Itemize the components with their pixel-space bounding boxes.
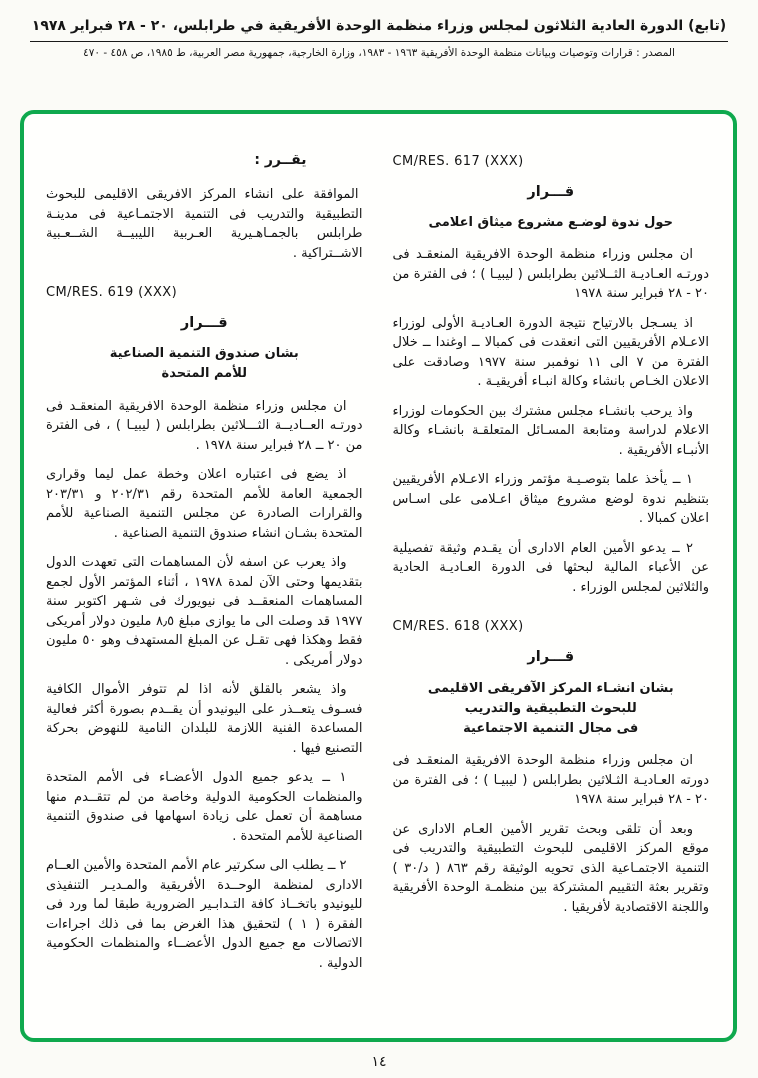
two-column-layout xyxy=(46,144,709,1024)
resolution-619-paragraph-2: اذ يضع فى اعتباره اعلان وخطة عمل ليما وقرارى الجمعية العامة للأمم المتحدة رقم ٢٠٢/٣١ و ٢٠٣/٣١ والقرارات الصادرة عن مجلس التنمية الصناعية للأمم المتحدة بشـان انشاء صندوق التنمية الصناعية . xyxy=(46,467,363,541)
resolution-618-paragraph-1: ان مجلس وزراء منظمة الوحدة الافريقية المنعقـد فى دورته العـاديـة الثـلاثين بطرابلس ( ليبيـا ) ؛ فى الفترة من ٢٠ - ٢٨ فبراير سنة ١٩٧٨ xyxy=(392,753,709,808)
resolution-618-subject-line-3: فى مجال التنمية الاجتماعية xyxy=(463,720,639,736)
page-header xyxy=(0,0,758,59)
resolution-618-decision: الموافقة على انشاء المركز الافريقى الاقليمى للبحوث التطبيقية والتدريب فى التنمية الاجتمـاعية فى مدينـة طرابلس بالجمـاهـيرية العـربية الليبيــة الشــعـبية الاشــتراكية . xyxy=(46,187,363,261)
resolution-619-heading: قـــرار xyxy=(180,314,228,331)
resolution-617-paragraph-2: اذ يسـجل بالارتياح نتيجة الدورة العـاديـة الأولى لوزراء الاعـلام الأفريقيين التى انعقدت فى كمبالا ــ اوغندا ــ خلال الفترة من ٧ الى ١١ نوفمبر سنة ١٩٧٧ وصادقت على الاعلان الخـاص بانشاء وكالة انبـاء أفريقيـة . xyxy=(392,315,709,390)
resolution-617-subject: حول ندوة لوضـع مشروع ميثاق اعلامى xyxy=(428,215,673,231)
resolution-619-paragraph-4: واذ يشعر بالقلق لأنه اذا لم تتوفر الأموال الكافية فسـوف يتعــذر على اليونيدو أن يقــدم بصورة أكثر فعالية المساعدة الفنية اللازمة للبلدان النامية للنهوض بحركة التصنيع فيها . xyxy=(46,682,363,756)
resolution-619-subject xyxy=(46,344,363,384)
resolution-617-paragraph-1: ان مجلس وزراء منظمة الوحدة الافريقية المنعقـد فى دورتـه العـاديـة الثــلاثين بطرابلس ( ليبيـا ) ؛ فى الفترة من ٢٠ - ٢٨ فبراير سنة ١٩٧٨ xyxy=(392,247,709,302)
resolution-619-subject-line-1: بشان صندوق التنمية الصناعية xyxy=(109,346,299,362)
resolution-618-subject xyxy=(393,679,710,739)
resolution-617-paragraph-3: واذ يرحب بانشـاء مجلس مشترك بين الحكومات لوزراء الاعلام لدراسة ومتابعة المسـائل المتعلقـة بانشـاء وكالة الأنبـاء الأفريقية . xyxy=(392,403,709,458)
resolution-619-item-1: ١ ــ يدعو جميع الدول الأعضـاء فى الأمم المتحدة والمنظمات الحكومية الدولية وخاصة من لم تتقــدم منها مساهمة أن تعمل على زيادة اسهامها فى صندوق التنمية الصناعية للأمم المتحدة . xyxy=(46,770,363,844)
resolution-617-ref: CM/RES. 617 (XXX) xyxy=(392,154,524,169)
resolution-618-paragraph-2: وبعد أن تلقى وبحث تقرير الأمين العـام الادارى عن موقع المركز الاقليمى للبحوث التطبيقية والتدريب فى التنمية الاجتمـاعية الذى تحويه الوثيقة رقم ٨٦٣ ( د/٣٠ ) وتقرير بعثة التقييم المشتركة بين منظمـة الوحدة الأفريقية واللجنة الاقتصادية لأفريقيا . xyxy=(392,821,709,915)
resolution-617-item-2: ٢ ــ يدعو الأمين العام الادارى أن يقـدم وثيقة تفصيلية عن الأعباء المالية لبحثها فى الدورة العـاديـة الحادية والثلاثين لمجلس الوزراء . xyxy=(392,540,709,595)
column-left xyxy=(46,144,363,1024)
green-document-frame xyxy=(20,110,737,1042)
resolution-619-subject-line-2: للأمم المتحدة xyxy=(161,366,247,382)
page-footer xyxy=(0,1054,758,1070)
resolution-618-ref: CM/RES. 618 (XXX) xyxy=(392,619,524,635)
resolution-619-paragraph-3: واذ يعرب عن اسفه لأن المساهمات التى تعهدت الدول بتقديمها وحتى الآن لمدة ١٩٧٨ ، أثناء المؤتمر الأول لجمع المساهمات المنعقــد فى نيويورك فى شـهر اكتوبر سنة ١٩٧٧ قد وصلت الى ما يوازى مبلغ ٨٫٥ مليون دولار أمريكى فقط وهكذا فهى تقـل عن المبلغ المستهدف وهو ٥٠ مليون دولار أمريكى . xyxy=(46,555,363,668)
page-number: ١٤ xyxy=(371,1054,387,1070)
resolution-617-heading: قـــرار xyxy=(527,183,575,200)
resolution-618-subject-line-2: للبحوث التطبيقية والتدريب xyxy=(464,700,637,716)
resolution-618-heading: قـــرار xyxy=(527,648,575,665)
header-divider xyxy=(30,41,728,42)
resolution-617-item-1: ١ ــ يأخذ علما بتوصـيـة مؤتمر وزراء الاعـلام الأفريقيين بتنظيم ندوة لوضع مشروع ميثاق اعـلامى على اسـاس اعلان كمبالا . xyxy=(392,472,709,527)
resolution-619-paragraph-1: ان مجلس وزراء منظمة الوحدة الافريقية المنعقـد فى دورتـه العــاديــة الثـــلاثين بطرابلس ( ليبيـا ) ، فى الفترة من ٢٠ ــ ٢٨ فبراير سنة ١٩٧٨ . xyxy=(46,398,363,453)
resolution-618-subject-line-1: بشان انشـاء المركز الآفريقى الاقليمى xyxy=(427,680,674,696)
source-citation: المصدر : قرارات وتوصيات وبيانات منظمة الوحدة الأفريقية ١٩٦٣ - ١٩٨٣، وزارة الخارجية، جمهورية مصر العربية، ط ١٩٨٥، ص ٤٥٨ - ٤٧٠ xyxy=(83,47,675,59)
document-title: (تابع) الدورة العادية الثلاثون لمجلس وزراء منظمة الوحدة الأفريقية في طرابلس، ٢٠ - ٢٨ فبراير ١٩٧٨ xyxy=(31,18,727,34)
resolution-619-item-2: ٢ ــ يطلب الى سكرتير عام الأمم المتحدة والأمين العــام الادارى لمنظمة الوحــدة الأفريقية والمـديـر التنفيذى لليونيدو باتخــاذ كافة التـدابـير الضرورية طبقا لما ورد فى الفقرة ( ١ ) لتحقيق هذا الغرض بما فى ذلك اجراءات الاتصالات مع جميع الدول الأعضــاء والمنظمات الحكومية الدولية . xyxy=(46,858,363,971)
resolution-618-decides-label: يقــرر : xyxy=(254,152,307,168)
column-right xyxy=(393,144,710,1024)
resolution-619-ref: CM/RES. 619 (XXX) xyxy=(46,285,178,300)
